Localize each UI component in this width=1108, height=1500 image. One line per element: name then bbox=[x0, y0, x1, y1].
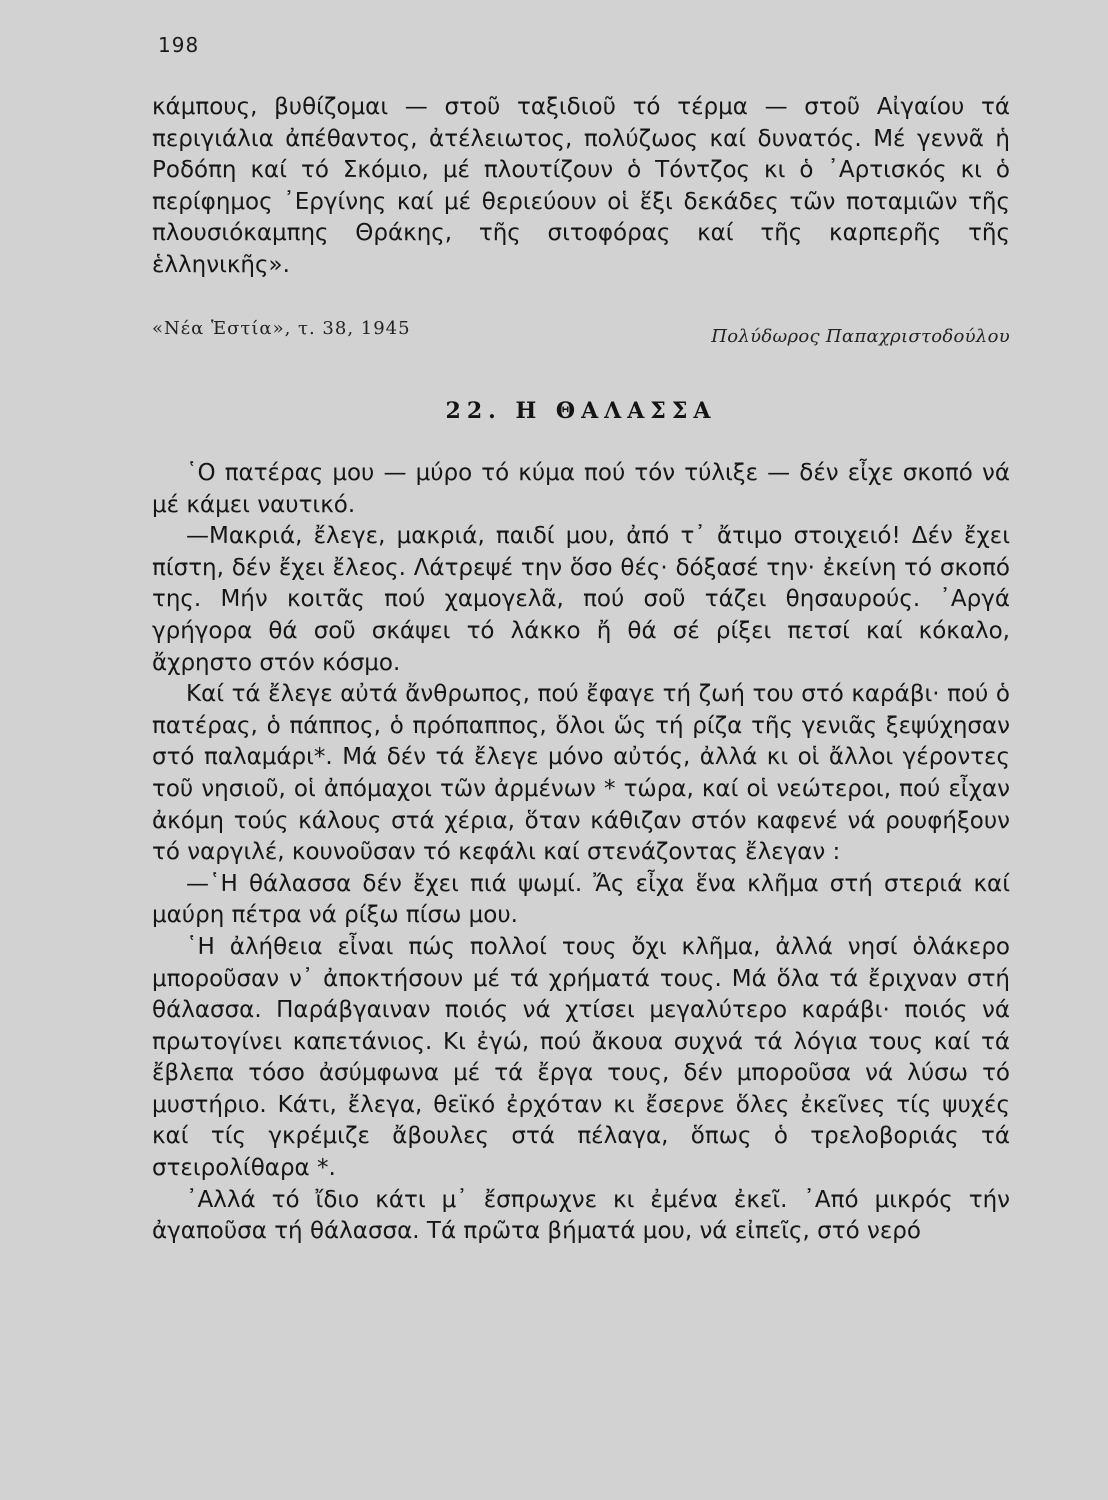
source-author: Πολύδωρος Παπαχριστοδούλου bbox=[711, 326, 1010, 347]
chapter-paragraph-4: —῾Η θάλασσα δέν ἔχει πιά ψωμί. Ἄς εἶχα ἕνα κλῆμα στή στεριά καί μαύρη πέτρα νά ρίξω πίσω μου. bbox=[152, 870, 1010, 929]
chapter-paragraph-3: Καί τά ἔλεγε αὐτά ἄνθρωπος, πού ἔφαγε τή ζωή του στό καράβι· πού ὁ πατέρας, ὁ πάππος, ὁ πρόπαππος, ὅλοι ὥς τή ρίζα τῆς γενιᾶς ξεψύχησαν στό παλαμάρι*. Μά δέν τά ἔλεγε μόνο αὐτός, ἀλλά κι οἱ ἄλλοι γέροντες τοῦ νησιοῦ, οἱ ἀπόμαχοι τῶν ἀρμένων * τώρα, καί οἱ νεώτεροι, πού εἶχαν ἀκόμη τούς κάλους στά χέρια, ὅταν κάθιζαν στόν καφενέ νά ρουφήξουν τό ναργιλέ, κουνοῦσαν τό κεφάλι καί στενάζοντας ἔλεγαν : bbox=[152, 681, 1010, 866]
previous-paragraph: κάμπους, βυθίζομαι — στοῦ ταξιδιοῦ τό τέρμα — στοῦ Αἰγαίου τά περιγιάλια ἀπέθαντος, ἀτέλειωτος, πολύζωος καί δυνατός. Μέ γεννᾶ ἡ Ροδόπη καί τό Σκόμιο, μέ πλουτίζουν ὁ Τόντζος κι ὁ ᾿Αρτισκός κι ὁ περίφημος ᾿Εργίνης καί μέ θεριεύουν οἱ ἕξι δεκάδες τῶν ποταμιῶν τῆς πλουσιόκαμπης Θράκης, τῆς σιτοφόρας καί τῆς καρπερῆς τῆς ἑλληνικῆς». bbox=[152, 94, 1010, 278]
chapter-paragraph-6: ᾿Αλλά τό ἴδιο κάτι μ᾿ ἔσπρωχνε κι ἐμένα ἐκεῖ. ᾿Από μικρός τήν ἀγαποῦσα τή θάλασσα. Τά πρῶτα βήματά μου, νά εἰπεῖς, στό νερό bbox=[152, 1186, 1010, 1245]
chapter-paragraph-5: ῾Η ἀλήθεια εἶναι πώς πολλοί τους ὄχι κλῆμα, ἀλλά νησί ὁλάκερο μποροῦσαν ν᾿ ἀποκτήσουν μέ τά χρήματά τους. Μά ὅλα τά ἔριχναν στή θάλασσα. Παράβγαιναν ποιός νά χτίσει μεγαλύτερο καράβι· ποιός νά πρωτογίνει καπετάνιος. Κι ἐγώ, πού ἄκουα συχνά τά λόγια τους καί τά ἔβλεπα τόσο ἀσύμφωνα μέ τά ἔργα τους, δέν μποροῦσα νά λύσω τό μυστήριο. Κάτι, ἔλεγα, θεϊκό ἐρχόταν κι ἔσερνε ὅλες ἐκεῖνες τίς ψυχές καί τίς γκρέμιζε ἄβουλες στά πέλαγα, ὅπως ὁ τρελοβοριάς τά στειρολίθαρα *. bbox=[152, 933, 1010, 1182]
chapter-heading: 22. Η ΘΑΛΑΣΣΑ bbox=[445, 398, 717, 424]
page-number: 198 bbox=[158, 33, 200, 57]
previous-text-block bbox=[152, 92, 1010, 282]
source-citation: «Νέα Ἑστία», τ. 38, 1945 bbox=[152, 318, 411, 339]
chapter-paragraph-2: —Μακριά, ἔλεγε, μακριά, παιδί μου, ἀπό τ᾿ ἄτιμο στοιχειό! Δέν ἔχει πίστη, δέν ἔχει ἔλεος. Λάτρεψέ την ὅσο θές· δόξασέ την· ἐκείνη τό σκοπό της. Μήν κοιτᾶς πού χαμογελᾶ, πού σοῦ τάζει θησαυρούς. ᾿Αργά γρήγορα θά σοῦ σκάψει τό λάκκο ἤ θά σέ ρίξει πετσί καί κόκαλο, ἄχρηστο στόν κόσμο. bbox=[152, 523, 1010, 676]
chapter-text-block bbox=[152, 458, 1010, 1248]
chapter-paragraph-1: ῾Ο πατέρας μου — μύρο τό κύμα πού τόν τύλιξε — δέν εἶχε σκοπό νά μέ κάμει ναυτικό. bbox=[152, 460, 1010, 518]
